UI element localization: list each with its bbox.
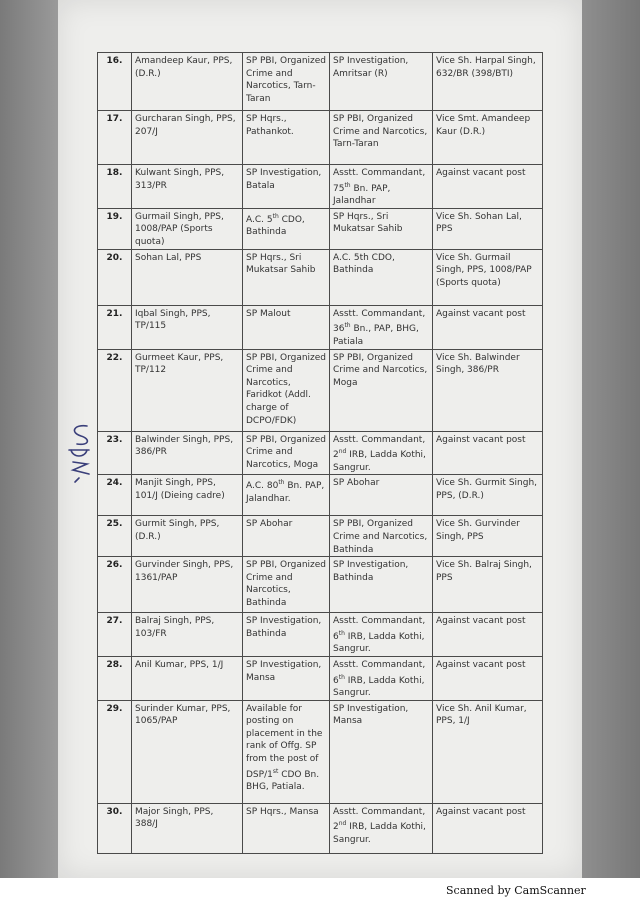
table-row — [98, 208, 543, 249]
posted-from: SP Hqrs., Pathankot. — [243, 111, 330, 165]
table-row — [98, 249, 543, 305]
serial-number: 24. — [98, 475, 132, 516]
serial-number: 18. — [98, 165, 132, 209]
officer-name: Surinder Kumar, PPS, 1065/PAP — [132, 700, 243, 803]
officer-name: Gurvinder Singh, PPS, 1361/PAP — [132, 557, 243, 613]
serial-number: 29. — [98, 700, 132, 803]
remarks: Vice Sh. Sohan Lal, PPS — [433, 208, 543, 249]
scan-background-left — [0, 0, 58, 878]
posted-from: A.C. 5th CDO, Bathinda — [243, 208, 330, 249]
table-row — [98, 349, 543, 431]
posted-to: SP Investigation, Amritsar (R) — [330, 53, 433, 111]
posted-from: Available for posting on placement in the rank of Offg. SP from the post of DSP/1st CDO Bn. BHG, Patiala. — [243, 700, 330, 803]
table-row — [98, 516, 543, 557]
remarks: Against vacant post — [433, 165, 543, 209]
serial-number: 20. — [98, 249, 132, 305]
remarks: Against vacant post — [433, 803, 543, 853]
table-row — [98, 111, 543, 165]
officer-name: Anil Kumar, PPS, 1/J — [132, 656, 243, 700]
posted-from: SP Investigation, Batala — [243, 165, 330, 209]
posted-from: SP PBI, Organized Crime and Narcotics, Tarn-Taran — [243, 53, 330, 111]
posted-from: SP Hqrs., Mansa — [243, 803, 330, 853]
posted-to: SP Abohar — [330, 475, 433, 516]
table-row — [98, 431, 543, 475]
handwritten-initials-mark — [61, 420, 97, 484]
posted-to: A.C. 5th CDO, Bathinda — [330, 249, 433, 305]
officer-name: Gurmeet Kaur, PPS, TP/112 — [132, 349, 243, 431]
remarks: Vice Sh. Balraj Singh, PPS — [433, 557, 543, 613]
posted-from: SP PBI, Organized Crime and Narcotics, Moga — [243, 431, 330, 475]
posted-to: Asstt. Commandant, 6th IRB, Ladda Kothi, Sangrur. — [330, 613, 433, 657]
remarks: Vice Sh. Gurvinder Singh, PPS — [433, 516, 543, 557]
posted-to: SP Investigation, Bathinda — [330, 557, 433, 613]
remarks: Vice Sh. Balwinder Singh, 386/PR — [433, 349, 543, 431]
officer-name: Gurmit Singh, PPS, (D.R.) — [132, 516, 243, 557]
posted-to: SP Hqrs., Sri Mukatsar Sahib — [330, 208, 433, 249]
table-body — [98, 53, 543, 854]
serial-number: 26. — [98, 557, 132, 613]
posted-from: SP PBI, Organized Crime and Narcotics, Bathinda — [243, 557, 330, 613]
officer-name: Gurcharan Singh, PPS, 207/J — [132, 111, 243, 165]
table-row — [98, 613, 543, 657]
posted-to: SP PBI, Organized Crime and Narcotics, Moga — [330, 349, 433, 431]
posted-from: SP Investigation, Bathinda — [243, 613, 330, 657]
remarks: Vice Sh. Anil Kumar, PPS, 1/J — [433, 700, 543, 803]
posted-to: Asstt. Commandant, 2nd IRB, Ladda Kothi, Sangrur. — [330, 431, 433, 475]
posted-to: SP PBI, Organized Crime and Narcotics, Tarn-Taran — [330, 111, 433, 165]
posted-to: Asstt. Commandant, 2nd IRB, Ladda Kothi, Sangrur. — [330, 803, 433, 853]
officer-name: Gurmail Singh, PPS, 1008/PAP (Sports quota) — [132, 208, 243, 249]
officer-name: Amandeep Kaur, PPS, (D.R.) — [132, 53, 243, 111]
table-row — [98, 656, 543, 700]
transfer-order-table — [97, 52, 543, 854]
remarks: Vice Sh. Gurmit Singh, PPS, (D.R.) — [433, 475, 543, 516]
serial-number: 25. — [98, 516, 132, 557]
posted-from: A.C. 80th Bn. PAP, Jalandhar. — [243, 475, 330, 516]
serial-number: 22. — [98, 349, 132, 431]
remarks: Against vacant post — [433, 431, 543, 475]
remarks: Against vacant post — [433, 305, 543, 349]
table-row — [98, 165, 543, 209]
table-row — [98, 803, 543, 853]
serial-number: 28. — [98, 656, 132, 700]
serial-number: 17. — [98, 111, 132, 165]
serial-number: 30. — [98, 803, 132, 853]
serial-number: 19. — [98, 208, 132, 249]
table-row — [98, 700, 543, 803]
posted-from: SP Malout — [243, 305, 330, 349]
table-row — [98, 475, 543, 516]
serial-number: 27. — [98, 613, 132, 657]
remarks: Against vacant post — [433, 613, 543, 657]
officer-name: Sohan Lal, PPS — [132, 249, 243, 305]
posted-to: Asstt. Commandant, 6th IRB, Ladda Kothi, Sangrur. — [330, 656, 433, 700]
officer-name: Manjit Singh, PPS, 101/J (Dieing cadre) — [132, 475, 243, 516]
posted-to: SP Investigation, Mansa — [330, 700, 433, 803]
officer-name: Balwinder Singh, PPS, 386/PR — [132, 431, 243, 475]
table-row — [98, 557, 543, 613]
table-row — [98, 305, 543, 349]
posted-to: Asstt. Commandant, 75th Bn. PAP, Jalandhar — [330, 165, 433, 209]
serial-number: 16. — [98, 53, 132, 111]
officer-name: Balraj Singh, PPS, 103/FR — [132, 613, 243, 657]
posted-from: SP Abohar — [243, 516, 330, 557]
posted-from: SP Hqrs., Sri Mukatsar Sahib — [243, 249, 330, 305]
remarks: Vice Smt. Amandeep Kaur (D.R.) — [433, 111, 543, 165]
scanner-watermark: Scanned by CamScanner — [446, 884, 586, 897]
scan-background-right — [582, 0, 640, 878]
posted-to: SP PBI, Organized Crime and Narcotics, Bathinda — [330, 516, 433, 557]
posted-to: Asstt. Commandant, 36th Bn., PAP, BHG, Patiala — [330, 305, 433, 349]
serial-number: 21. — [98, 305, 132, 349]
officer-name: Iqbal Singh, PPS, TP/115 — [132, 305, 243, 349]
remarks: Vice Sh. Gurmail Singh, PPS, 1008/PAP (Sports quota) — [433, 249, 543, 305]
officer-name: Major Singh, PPS, 388/J — [132, 803, 243, 853]
posted-from: SP PBI, Organized Crime and Narcotics, Faridkot (Addl. charge of DCPO/FDK) — [243, 349, 330, 431]
officer-name: Kulwant Singh, PPS, 313/PR — [132, 165, 243, 209]
remarks: Vice Sh. Harpal Singh, 632/BR (398/BTI) — [433, 53, 543, 111]
posted-from: SP Investigation, Mansa — [243, 656, 330, 700]
table-row — [98, 53, 543, 111]
remarks: Against vacant post — [433, 656, 543, 700]
serial-number: 23. — [98, 431, 132, 475]
